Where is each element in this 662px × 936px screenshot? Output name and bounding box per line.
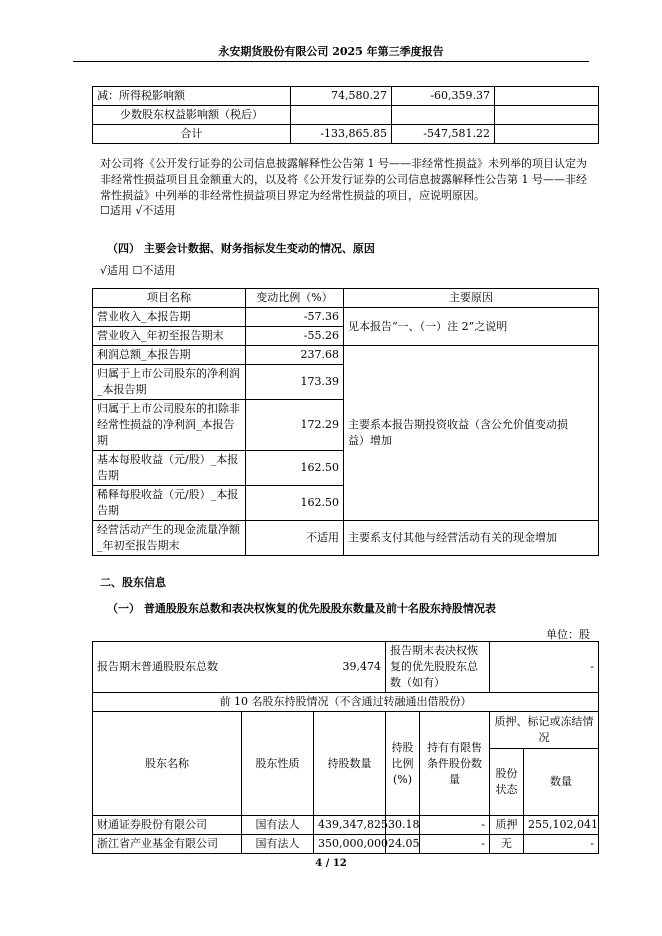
item-name: 稀释每股收益（元/股）_本报告期 (93, 486, 246, 521)
table-row (93, 835, 599, 854)
table-row (93, 816, 599, 835)
preferred-holders-label: 报告期末表决权恢复的优先股股东总数（如有） (386, 642, 490, 693)
value-cell (392, 106, 495, 125)
change-ratio: -55.26 (246, 327, 344, 346)
item-name: 归属于上市公司股东的扣除非经常性损益的净利润_本报告期 (93, 400, 246, 451)
top10-title: 前 10 名股东持股情况（不含通过转融通出借股份） (93, 693, 599, 712)
change-ratio: 172.29 (246, 400, 344, 451)
change-ratio: 162.50 (246, 486, 344, 521)
pledge-amount: 255,102,041 (524, 816, 599, 835)
value-cell (495, 87, 599, 106)
restricted-shares: - (420, 816, 490, 835)
table-row (93, 521, 599, 556)
item-name: 归属于上市公司股东的净利润_本报告期 (93, 365, 246, 400)
value-cell: -60,359.37 (392, 87, 495, 106)
value-cell: -133,865.85 (291, 125, 392, 144)
shareholders-table (92, 641, 599, 854)
preferred-holders-value: - (490, 642, 599, 693)
shareholder-section-title: 二、股东信息 (100, 576, 166, 589)
value-cell (291, 106, 392, 125)
share-ratio: 24.05 (386, 835, 420, 854)
pledge-status: 质押 (490, 816, 524, 835)
value-cell: 74,580.27 (291, 87, 392, 106)
shareholder-name: 财通证券股份有限公司 (93, 816, 242, 835)
table-row (93, 346, 599, 365)
share-count: 439,347,825 (314, 816, 386, 835)
total-shareholders-value: 39,474 (314, 642, 386, 693)
row-label: 减：所得税影响额 (93, 87, 291, 106)
column-header: 持股比例(%) (386, 712, 420, 816)
change-ratio: -57.36 (246, 308, 344, 327)
column-header: 质押、标记或冻结情况 (490, 712, 599, 749)
row-label: 合计 (93, 125, 291, 144)
pledge-status: 无 (490, 835, 524, 854)
row-label: 少数股东权益影响额（税后） (93, 106, 291, 125)
item-name: 营业收入_本报告期 (93, 308, 246, 327)
table-header-row (93, 712, 599, 749)
section-4-title: （四） 主要会计数据、财务指标发生变动的情况、原因 (107, 242, 375, 255)
key-changes-table (92, 288, 599, 556)
value-cell: -547,581.22 (392, 125, 495, 144)
column-header: 变动比例（%） (246, 289, 344, 308)
item-name: 营业收入_年初至报告期末 (93, 327, 246, 346)
shareholder-nature: 国有法人 (242, 835, 314, 854)
change-ratio: 237.68 (246, 346, 344, 365)
reason-cell: 见本报告“一、（一）注 2”之说明 (344, 308, 599, 346)
value-cell (495, 125, 599, 144)
nonrecurring-table (92, 86, 599, 144)
nonrecurring-explanation: 对公司将《公开发行证券的公司信息披露解释性公告第 1 号——非经常性损益》未列举的项目认定为非经常性损益项目且金额重大的，以及将《公开发行证券的公司信息披露解释性公告第 1 号——非经常性损益》中列举的非经常性损益项目界定为经常性损益的项目，应说明原因。 (100, 157, 587, 202)
table-header-row (93, 289, 599, 308)
page-number: 4 / 12 (315, 858, 347, 869)
shareholder-nature: 国有法人 (242, 816, 314, 835)
change-ratio: 162.50 (246, 451, 344, 486)
column-header: 数量 (524, 749, 599, 816)
table-row (93, 642, 599, 693)
pledge-amount: - (524, 835, 599, 854)
restricted-shares: - (420, 835, 490, 854)
applicability-checkbox-1: ☐适用 √不适用 (100, 204, 176, 217)
page-header-title: 永安期货股份有限公司 2025 年第三季度报告 (218, 45, 444, 58)
table-row (93, 693, 599, 712)
table-row (93, 125, 599, 144)
total-shareholders-label: 报告期末普通股股东总数 (93, 642, 314, 693)
column-header: 持有有限售条件股份数量 (420, 712, 490, 816)
share-ratio: 30.18 (386, 816, 420, 835)
column-header: 股东名称 (93, 712, 242, 816)
item-name: 经营活动产生的现金流量净额_年初至报告期末 (93, 521, 246, 556)
item-name: 利润总额_本报告期 (93, 346, 246, 365)
share-count: 350,000,000 (314, 835, 386, 854)
table-row (93, 87, 599, 106)
column-header: 项目名称 (93, 289, 246, 308)
column-header: 股份状态 (490, 749, 524, 816)
shareholder-subtitle: （一） 普通股股东总数和表决权恢复的优先股股东数量及前十名股东持股情况表 (107, 602, 496, 615)
table-row (93, 106, 599, 125)
shareholder-name: 浙江省产业基金有限公司 (93, 835, 242, 854)
column-header: 持股数量 (314, 712, 386, 816)
value-cell (495, 106, 599, 125)
unit-label: 单位：股 (546, 628, 590, 641)
column-header: 主要原因 (344, 289, 599, 308)
change-ratio: 不适用 (246, 521, 344, 556)
reason-cell: 主要系本报告期投资收益（含公允价值变动损益）增加 (344, 346, 599, 521)
table-row (93, 308, 599, 327)
item-name: 基本每股收益（元/股）_本报告期 (93, 451, 246, 486)
reason-cell: 主要系支付其他与经营活动有关的现金增加 (344, 521, 599, 556)
change-ratio: 173.39 (246, 365, 344, 400)
header-divider (73, 61, 589, 62)
applicability-checkbox-2: √适用 ☐不适用 (100, 264, 176, 277)
column-header: 股东性质 (242, 712, 314, 816)
